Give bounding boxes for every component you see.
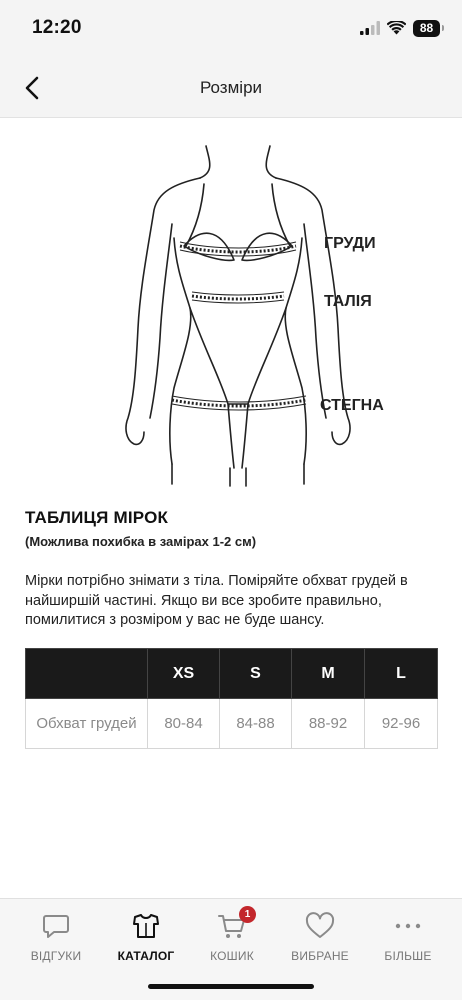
page-title: Розміри xyxy=(199,78,263,97)
table-header-cell: L xyxy=(365,649,438,699)
tab-favorites-label: ВИБРАНЕ xyxy=(291,949,349,963)
home-indicator xyxy=(148,984,314,989)
tab-cart[interactable] xyxy=(186,909,278,969)
status-time: 12:20 xyxy=(32,17,82,38)
table-header-row xyxy=(26,649,438,699)
table-row-label: Обхват грудей xyxy=(26,699,148,749)
tab-catalog-label: КАТАЛОГ xyxy=(117,949,175,963)
measurement-error-note: (Можлива похибка в замірах 1-2 см) xyxy=(25,534,257,549)
table-header-cell: XS xyxy=(148,649,220,699)
measurement-figure xyxy=(24,128,438,488)
more-dots-icon xyxy=(393,911,423,941)
tab-catalog[interactable] xyxy=(100,909,192,969)
tab-cart-label: КОШИК xyxy=(210,949,254,963)
table-row xyxy=(26,699,438,749)
hips-label: СТЕГНА xyxy=(320,397,384,414)
table-header-cell xyxy=(26,649,148,699)
tab-more[interactable] xyxy=(362,909,454,969)
status-bar xyxy=(0,0,462,58)
wifi-icon xyxy=(387,21,406,35)
tab-favorites[interactable] xyxy=(274,909,366,969)
cart-badge: 1 xyxy=(239,906,256,923)
signal-icon xyxy=(360,21,380,35)
clothes-icon xyxy=(131,911,161,941)
measurement-table-title: ТАБЛИЦЯ МІРОК xyxy=(25,508,169,527)
tab-reviews-label: ВІДГУКИ xyxy=(30,949,82,963)
size-table xyxy=(25,648,438,749)
table-header-cell: S xyxy=(220,649,292,699)
table-cell: 92-96 xyxy=(365,699,438,749)
table-cell: 88-92 xyxy=(292,699,365,749)
measurement-instructions: Мірки потрібно знімати з тіла. Поміряйте обхват грудей в найширшій частині. Якщо ви все зробите правильно, помилитися з розміром у вас не буде шансу. xyxy=(25,573,408,628)
status-icons xyxy=(360,19,440,37)
table-cell: 84-88 xyxy=(220,699,292,749)
table-cell: 80-84 xyxy=(148,699,220,749)
tab-more-label: БІЛЬШЕ xyxy=(384,949,432,963)
chat-bubble-icon xyxy=(41,911,71,941)
nav-bar xyxy=(0,58,462,118)
bust-label: ГРУДИ xyxy=(324,235,376,252)
battery-indicator: 88 xyxy=(413,20,440,37)
waist-label: ТАЛІЯ xyxy=(324,293,372,310)
heart-icon xyxy=(305,911,335,941)
table-header-cell: M xyxy=(292,649,365,699)
body-outline-illustration xyxy=(24,128,438,488)
tab-reviews[interactable] xyxy=(10,909,102,969)
